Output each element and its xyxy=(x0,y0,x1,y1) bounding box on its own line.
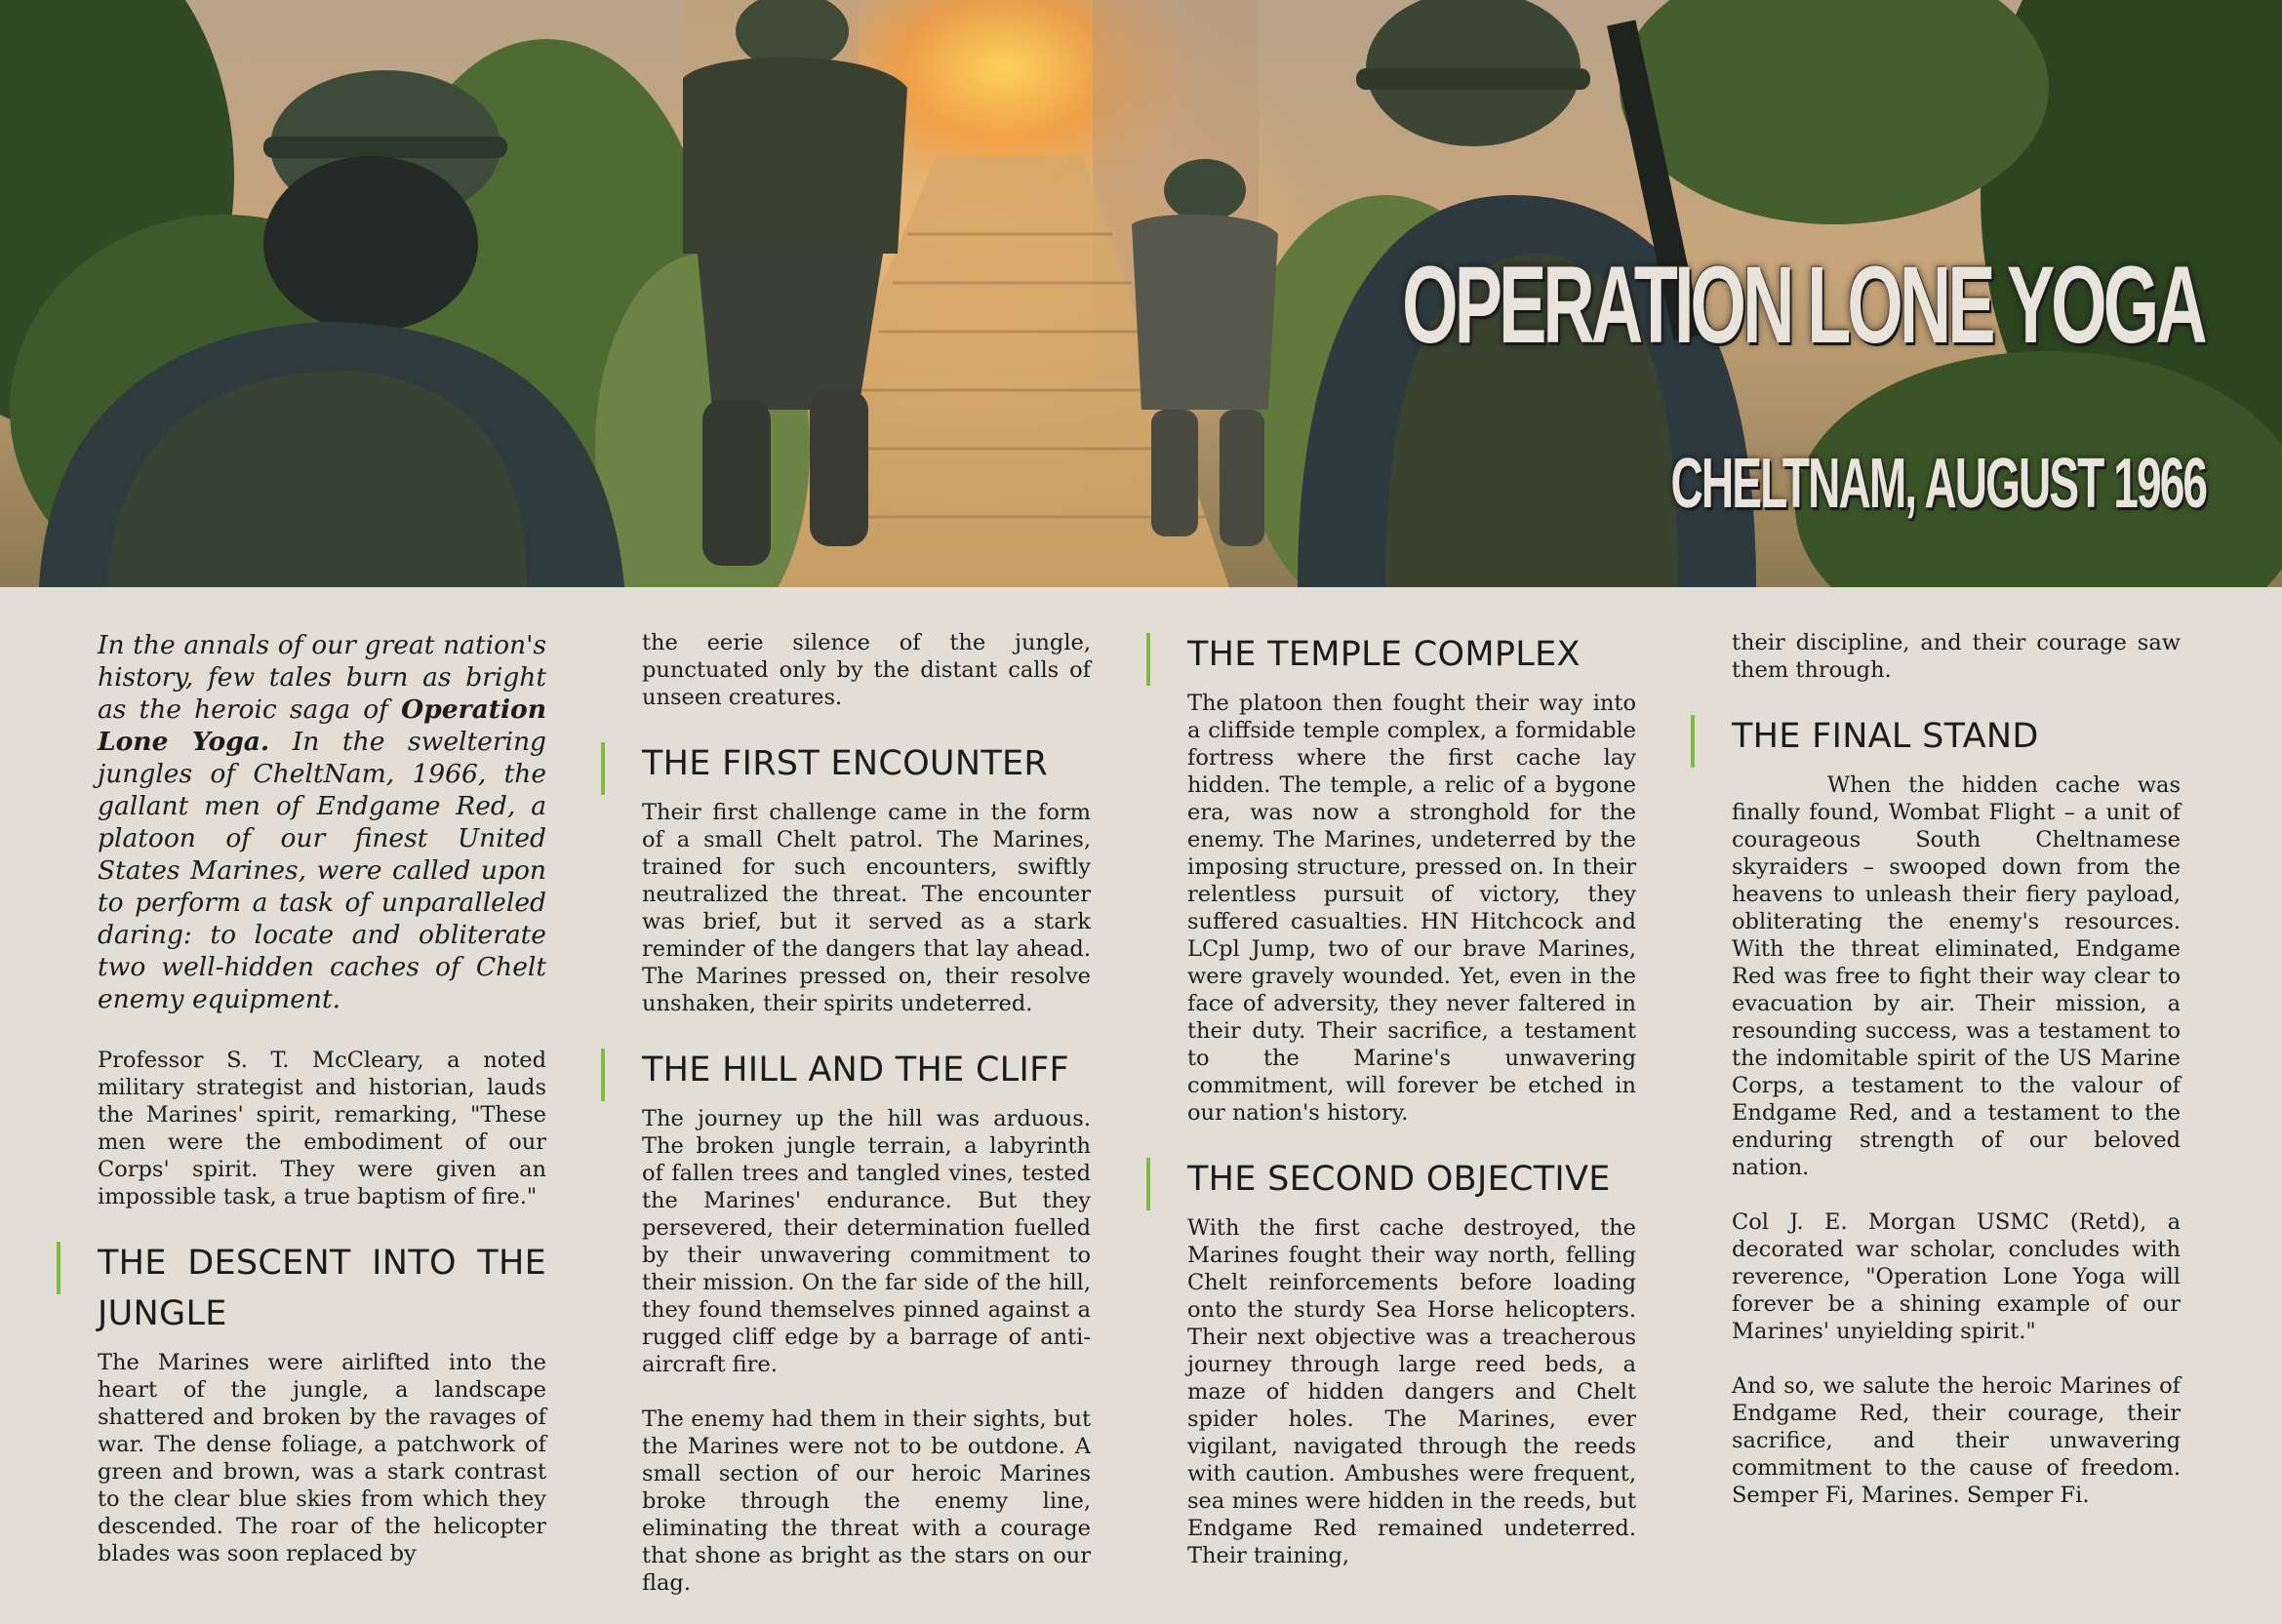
heading-temple-complex: THE TEMPLE COMPLEX xyxy=(1187,629,1636,680)
heading-hill-cliff: THE HILL AND THE CLIFF xyxy=(642,1045,1091,1095)
heading-final-stand: THE FINAL STAND xyxy=(1732,711,2181,762)
column-3 xyxy=(1187,629,1636,1597)
heading-first-encounter: THE FIRST ENCOUNTER xyxy=(642,738,1091,789)
morgan-quote: Col J. E. Morgan USMC (Retd), a decorated war scholar, concludes with reverence, "Operation Lone Yoga will forever be a shining example of our Marines' unyielding spirit." xyxy=(1732,1209,2181,1344)
mccleary-quote: Professor S. T. McCleary, a noted military strategist and historian, lauds the Marines' spirit, remarking, "These men were the embodiment of our Corps' spirit. They were given an impossible task, a true baptism of fire." xyxy=(98,1048,546,1209)
closing-salute: And so, we salute the heroic Marines of Endgame Red, their courage, their sacrifice, and their unwavering commitment to the cause of freedom. Semper Fi, Marines. Semper Fi. xyxy=(1732,1373,2181,1508)
final-stand-body: When the hidden cache was finally found, Wombat Flight – a unit of courageous South Cheltnamese skyraiders – swooped down from the heavens to unleash their fiery payload, obliterating the enemy's resources. With the threat eliminated, Endgame Red was free to fight their way clear to evacuation by air. Their mission, a resounding success, was a testament to the indomitable spirit of the US Marine Corps, a testament to the valour of Endgame Red, and a testament to the enduring strength of our beloved nation. xyxy=(1732,772,2181,1180)
second-objective-continuation: their discipline, and their courage saw them through. xyxy=(1732,630,2181,683)
intro-text-2: In the sweltering jungles of CheltNam, 1966, the gallant men of Endgame Red, a platoon of our finest United States Marines, were called upon to perform a task of unparalleled daring: to locate and obliterate two well-hidden caches of Chelt enemy equipment. xyxy=(98,727,546,1014)
descent-continuation: the eerie silence of the jungle, punctuated only by the distant calls of unseen creatures. xyxy=(642,630,1091,710)
intro-operation-name: Operation Lone Yoga. xyxy=(98,694,546,757)
hero-banner xyxy=(0,0,2282,587)
column-1 xyxy=(98,629,546,1595)
first-encounter-body: Their first challenge came in the form of a small Chelt patrol. The Marines, trained for such encounters, swiftly neutralized the threat. The encounter was brief, but it served as a stark reminder of the dangers that lay ahead. The Marines pressed on, their resolve unshaken, their spirits undeterred. xyxy=(642,800,1091,1016)
page-title: OPERATION LONE YOGA xyxy=(1402,244,2204,366)
intro-text-1: In the annals of our great nation's history, few tales burn as bright as the heroic saga of xyxy=(98,630,546,725)
column-4 xyxy=(1732,629,2181,1536)
descent-body: The Marines were airlifted into the heart of the jungle, a landscape shattered and broken by the ravages of war. The dense foliage, a patchwork of green and brown, was a stark contrast to the clear blue skies from which they descended. The roar of the helicopter blades was soon replaced by xyxy=(98,1350,546,1566)
page-subtitle: CHELTNAM, AUGUST 1966 xyxy=(1670,445,2206,523)
column-2 xyxy=(642,629,1091,1624)
hill-cliff-body: The journey up the hill was arduous. The broken jungle terrain, a labyrinth of fallen trees and tangled vines, tested the Marines' endurance. But they persevered, their determination fuelled by their unwavering commitment to their mission. On the far side of the hill, they found themselves pinned against a rugged cliff edge by a barrage of anti-aircraft fire. xyxy=(642,1106,1091,1377)
heading-descent: THE DESCENT INTO THE JUNGLE xyxy=(98,1238,546,1339)
temple-complex-body: The platoon then fought their way into a cliffside temple complex, a formidable fortress where the first cache lay hidden. The temple, a relic of a bygone era, was now a stronghold for the enemy. The Marines, undeterred by the imposing structure, pressed on. In their relentless pursuit of victory, they suffered casualties. HN Hitchcock and LCpl Jump, two of our brave Marines, were gravely wounded. Yet, even in the face of adversity, they never faltered in their duty. Their sacrifice, a testament to the Marine's unwavering commitment, will forever be etched in our nation's history. xyxy=(1187,691,1636,1126)
hill-cliff-body-2: The enemy had them in their sights, but the Marines were not to be outdone. A small section of our heroic Marines broke through the enemy line, eliminating the threat with a courage that shone as bright as the stars on our flag. xyxy=(642,1406,1091,1596)
second-objective-body: With the first cache destroyed, the Marines fought their way north, felling Chelt reinforcements before loading onto the sturdy Sea Horse helicopters. Their next objective was a treacherous journey through large reed beds, a maze of hidden dangers and Chelt spider holes. The Marines, ever vigilant, navigated through the reeds with caution. Ambushes were frequent, sea mines were hidden in the reeds, but Endgame Red remained undeterred. Their training, xyxy=(1187,1215,1636,1568)
intro-paragraph xyxy=(98,629,546,1015)
heading-second-objective: THE SECOND OBJECTIVE xyxy=(1187,1154,1636,1205)
